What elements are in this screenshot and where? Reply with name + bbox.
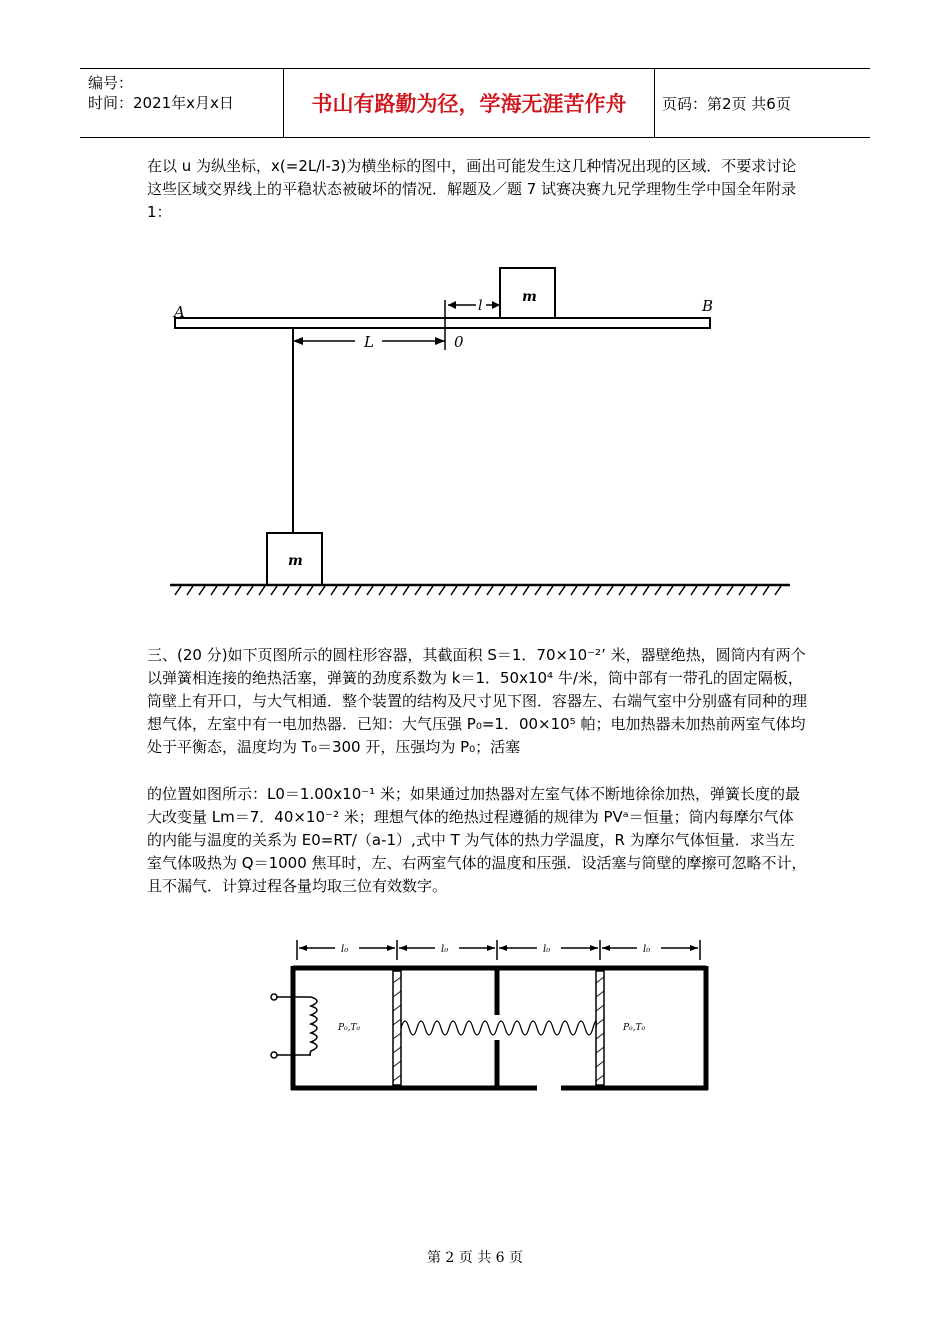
right-piston bbox=[596, 971, 604, 1085]
serial-label: 编号： bbox=[88, 74, 134, 92]
header-left bbox=[88, 73, 278, 113]
paragraph-2: 三、(20 分)如下页图所示的圆柱形容器，其截面积 S＝1．70×10⁻²’ 米，器壁绝热，圆筒内有两个以弹簧相连接的绝热活塞，弹簧的劲度系数为 k＝1．50x10⁴ 牛/米，筒中部有一带孔的固定隔板，筒壁上有开口，与大气相通．整个装置的结构及尺寸见下图．容器左、右端气室中分别盛有同种的理想气体，左室中有一电加热器．已知：大气压强 P₀=1．00×10⁵ 帕；电加热器未加热前两室气体均处于平衡态，温度均为 T₀＝300 开，压强均为 P₀；活塞 bbox=[147, 646, 808, 756]
lever-figure bbox=[160, 255, 800, 615]
right-state-label: P₀,T₀ bbox=[623, 1023, 646, 1033]
label-l-small: l bbox=[478, 298, 483, 314]
paragraph-3: 的位置如图所示：L0＝1.00x10⁻¹ 米；如果通过加热器对左室气体不断地徐徐加热，弹簧长度的最大改变量 Lm＝7．40×10⁻² 米；理想气体的绝热过程遵循的规律为 PVᵃ＝恒量；筒内每摩尔气体的内能与温度的关系为 E0=RT/（a-1）,式中 T 为气体的热力学温度，R 为摩尔气体恒量．求当左室气体吸热为 Q＝1000 焦耳时，左、右两室气体的温度和压强．设活塞与筒壁的摩擦可忽略不计，且不漏气．计算过程各量均取三位有效数字。 bbox=[147, 785, 807, 895]
dim-label-1: l₀ bbox=[341, 944, 349, 955]
label-l-big: L bbox=[364, 333, 374, 351]
left-state-label: P₀,T₀ bbox=[338, 1023, 361, 1033]
label-a: A bbox=[174, 303, 185, 321]
header-page-info: 页码：第2页 共6页 bbox=[662, 95, 791, 113]
label-b: B bbox=[702, 297, 714, 315]
cylinder-figure bbox=[265, 935, 725, 1095]
beam-ab bbox=[175, 318, 710, 328]
bottom-mass-label: m bbox=[288, 553, 303, 569]
header-motto: 书山有路勤为径，学海无涯苦作舟 bbox=[283, 69, 655, 137]
dim-label-2: l₀ bbox=[441, 944, 449, 955]
top-mass-label: m bbox=[522, 289, 537, 305]
paragraph-1: 在以 u 为纵坐标，x(=2L/l-3)为横坐标的图中，画出可能发生这几种情况出现的区域．不要求讨论这些区域交界线上的平稳状态被破坏的情况．解题及／题 7 试赛决赛九兄学理物生学中国全年附录 1： bbox=[147, 157, 797, 221]
dim-label-3: l₀ bbox=[543, 944, 551, 955]
date-label: 时间：2021年x月x日 bbox=[88, 94, 234, 112]
dim-label-4: l₀ bbox=[643, 944, 651, 955]
left-piston bbox=[393, 971, 401, 1085]
page-footer: 第 2 页 共 6 页 bbox=[426, 1250, 524, 1266]
spring bbox=[401, 1021, 596, 1035]
label-o: 0 bbox=[454, 333, 464, 351]
page-header bbox=[80, 68, 870, 138]
